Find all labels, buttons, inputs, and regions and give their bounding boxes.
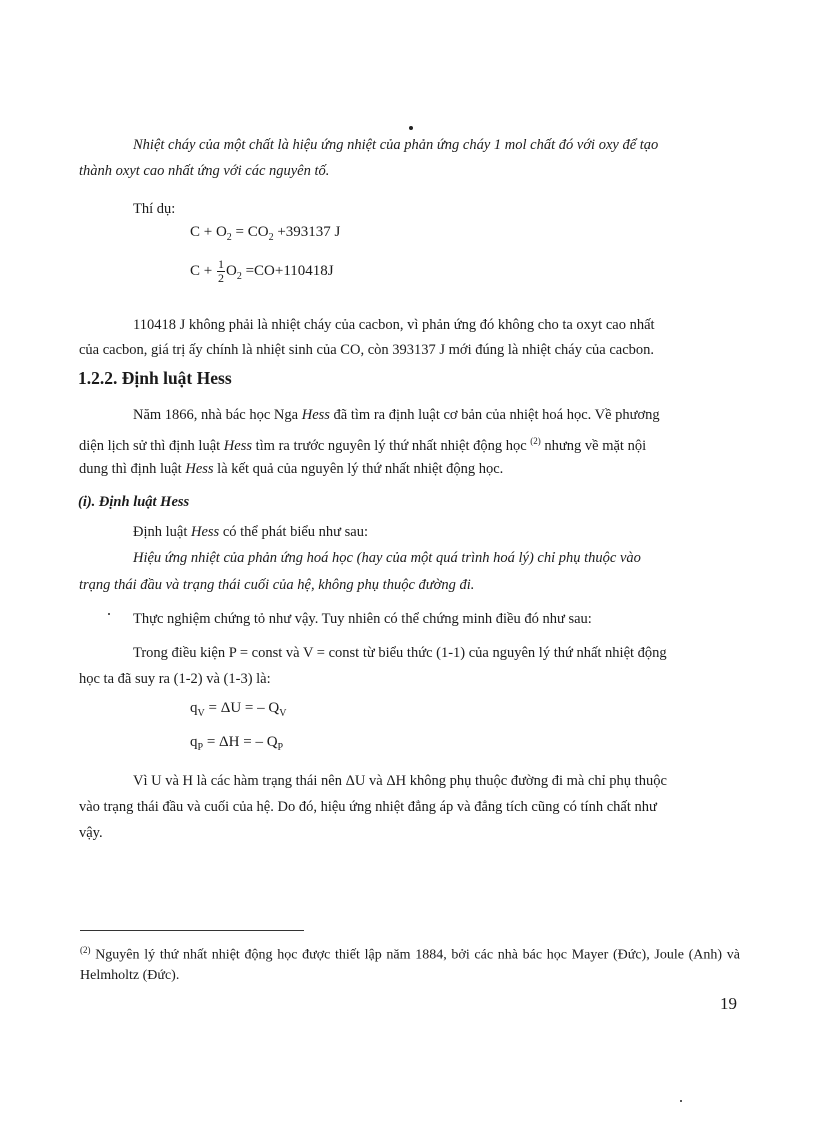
equation-2: C + $\frac{1}{2}$ $O_2 =CO+110418J$ [190, 257, 334, 285]
example-label: Thí dụ: [133, 201, 176, 217]
subsection-heading: (i). Định luật Hess [78, 494, 190, 510]
equation-4: $q_P = \Delta H$ = – $Q_P$ [190, 734, 284, 753]
footnote-divider [80, 930, 304, 931]
law-statement-line-1: Hiệu ứng nhiệt của phản ứng hoá học (hay của một quá trình hoá lý) chỉ phụ thuộc vào [133, 550, 641, 566]
paragraph-2-line-1: Năm 1866, nhà bác học Nga Hess đã tìm ra định luật cơ bản của nhiệt hoá học. Về phương [133, 407, 660, 423]
paragraph-1-line-2: của cacbon, giá trị ấy chính là nhiệt sinh của CO, còn 393137 J mới đúng là nhiệt cháy của cacbon. [79, 342, 655, 358]
paragraph-4: Thực nghiệm chứng tỏ như vậy. Tuy nhiên có thể chứng minh điều đó như sau: [133, 611, 592, 627]
law-statement-line-2: trạng thái đầu và trạng thái cuối của hệ, không phụ thuộc đường đi. [79, 577, 475, 593]
speck-mark [409, 126, 413, 130]
equation-3: $q_V = \Delta U$ = – $Q_V$ [190, 700, 287, 719]
paragraph-6-line-2: vào trạng thái đầu và cuối của hệ. Do đó, hiệu ứng nhiệt đẳng áp và đẳng tích cũng có tính chất như [79, 799, 657, 815]
fraction-one-half: $\frac{1}{2}$ [217, 257, 224, 285]
paragraph-1-line-1: 110418 J không phải là nhiệt cháy của cacbon, vì phản ứng đó không cho ta oxyt cao nhất [133, 317, 655, 333]
footnote-marker: (2) [80, 945, 91, 955]
equation-1: $C + O_2 = CO_2 +393137$ J [190, 224, 341, 243]
paragraph-3: Định luật Hess có thể phát biểu như sau: [133, 524, 368, 540]
paragraph-2-line-2: diện lịch sử thì định luật Hess tìm ra trước nguyên lý thứ nhất nhiệt động học $^{(2)}$ nhưng về mặt nội [79, 436, 647, 454]
paragraph-6-line-3: vậy. [79, 825, 103, 841]
section-heading: 1.2.2. Định luật Hess [78, 368, 232, 388]
page-number: 19 [720, 994, 737, 1013]
definition-line-2: thành oxyt cao nhất ứng với các nguyên tố. [79, 163, 330, 179]
paragraph-2-line-3: dung thì định luật Hess là kết quả của nguyên lý thứ nhất nhiệt động học. [79, 461, 504, 477]
speck-mark [108, 613, 110, 615]
definition-line-1: Nhiệt cháy của một chất là hiệu ứng nhiệt của phản ứng cháy 1 mol chất đó với oxy để tạo [133, 137, 659, 153]
paragraph-6-line-1: Vì U và H là các hàm trạng thái nên ΔU và ΔH không phụ thuộc đường đi mà chỉ phụ thuộc [133, 773, 667, 789]
footnote: $^{(2)}$ Nguyên lý thứ nhất nhiệt động học được thiết lập năm 1884, bởi các nhà bác học Mayer (Đức), Joule (Anh) và Helmholtz (Đức). [80, 945, 740, 983]
footnote-reference: (2) [530, 436, 541, 446]
paragraph-5-line-1: Trong điều kiện P = const và V = const từ biểu thức (1-1) của nguyên lý thứ nhất nhiệt động [133, 645, 667, 661]
speck-mark [680, 1100, 682, 1102]
paragraph-5-line-2: học ta đã suy ra (1-2) và (1-3) là: [79, 671, 271, 687]
